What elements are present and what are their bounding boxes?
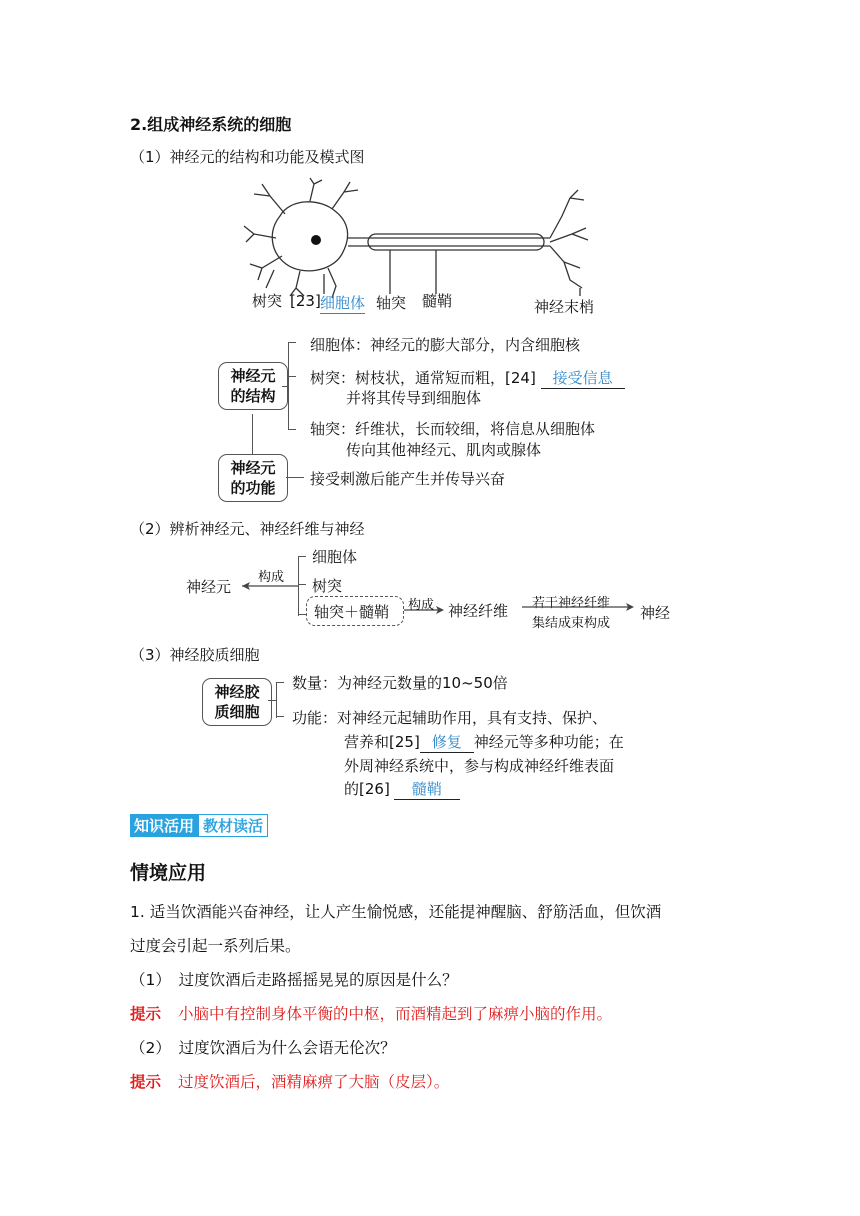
bracket-tick <box>276 682 284 683</box>
item-dendrite-text: 树突：树枝状，通常短而粗，[24] <box>310 369 536 387</box>
answer-text-1-1: 小脑中有控制身体平衡的中枢，而酒精起到了麻痹小脑的作用。 <box>177 1005 612 1023</box>
bracket-tick <box>298 556 306 557</box>
item-function: 接受刺激后能产生并传导兴奋 <box>310 470 506 488</box>
glia-function-2a: 营养和[25] <box>344 733 420 751</box>
term-nerve-fiber: 神经纤维 <box>448 602 509 620</box>
bracket-tick <box>288 376 296 377</box>
item-cell-body: 细胞体：神经元的膨大部分，内含细胞核 <box>310 336 581 354</box>
compare-bracket <box>298 556 299 616</box>
subheading-compare: （2）辨析神经元、神经纤维与神经 <box>130 520 365 538</box>
item-dendrite <box>310 367 625 389</box>
text-several-fibers: 若干神经纤维 <box>532 596 611 611</box>
arrow-label-constitutes: 构成 <box>258 570 285 585</box>
bracket-tick <box>298 614 306 615</box>
question-1-line-1: 1. 适当饮酒能兴奋神经，让人产生愉悦感，还能提神醒脑、舒筋活血，但饮酒 <box>130 903 662 921</box>
connector-vertical <box>252 414 253 454</box>
glia-count: 数量：为神经元数量的10~50倍 <box>292 674 508 692</box>
bracket-tick <box>288 429 296 430</box>
question-1-line-2: 过度会引起一系列后果。 <box>130 937 301 955</box>
tag-knowledge-use: 知识活用 <box>130 814 198 837</box>
bracket-link <box>282 386 288 387</box>
term-cell-body: 细胞体 <box>312 548 358 566</box>
item-axon-2: 传向其他神经元、肌肉或腺体 <box>346 441 542 459</box>
text-bundled: 集结成束构成 <box>532 616 611 631</box>
glia-function-4a: 的[26] <box>344 780 390 798</box>
glia-bracket <box>276 682 277 718</box>
item-axon: 轴突：纤维状，长而较细，将信息从细胞体 <box>310 420 596 438</box>
answer-24: 接受信息 <box>541 367 625 389</box>
answer-23: 细胞体 <box>320 294 366 312</box>
glia-function-3: 外周神经系统中，参与构成神经纤维表面 <box>344 757 615 775</box>
bracket-structure <box>288 342 289 430</box>
subheading-glia: （3）神经胶质细胞 <box>130 646 260 664</box>
hint-label: 提示 <box>130 1005 162 1023</box>
hint-label: 提示 <box>130 1073 162 1091</box>
answer-1-2 <box>130 1070 449 1092</box>
label-23: [23] <box>290 292 321 310</box>
label-nerve-terminal: 神经末梢 <box>534 298 595 316</box>
term-nerve: 神经 <box>640 604 671 622</box>
label-dendrite: 树突 <box>252 292 283 310</box>
answer-1-1 <box>130 1002 612 1024</box>
function-link <box>286 477 304 478</box>
answer-text-1-2: 过度饮酒后，酒精麻痹了大脑（皮层）。 <box>177 1073 450 1091</box>
question-1-1: （1） 过度饮酒后走路摇摇晃晃的原因是什么？ <box>130 971 458 989</box>
glia-function-2b: 神经元等多种功能；在 <box>473 733 624 751</box>
term-neuron: 神经元 <box>186 578 232 596</box>
bracket-tick <box>288 342 296 343</box>
box-neuron-function: 神经元 的功能 <box>218 454 288 502</box>
label-axon: 轴突 <box>376 294 407 312</box>
bracket-link <box>268 700 276 701</box>
glia-function-1: 功能：对神经元起辅助作用，具有支持、保护、 <box>292 709 608 727</box>
subheading-neuron-structure: （1）神经元的结构和功能及模式图 <box>130 148 365 166</box>
box-glial-cell: 神经胶 质细胞 <box>202 678 272 726</box>
glia-function-4 <box>344 778 460 800</box>
heading-situation: 情境应用 <box>130 862 207 884</box>
tag-textbook-reading: 教材读活 <box>198 814 268 837</box>
bracket-tick <box>298 584 306 585</box>
arrow-label-constitutes-2: 构成 <box>408 598 435 613</box>
answer-25: 修复 <box>420 731 474 753</box>
answer-26: 髓鞘 <box>394 778 460 800</box>
label-myelin: 髓鞘 <box>422 292 453 310</box>
term-axon-myelin: 轴突＋髓鞘 <box>314 603 390 621</box>
box-neuron-structure: 神经元 的结构 <box>218 362 288 410</box>
term-dendrite: 树突 <box>312 577 343 595</box>
glia-function-2 <box>344 731 624 753</box>
bracket-tick <box>276 716 284 717</box>
item-dendrite-2: 并将其传导到细胞体 <box>346 389 482 407</box>
question-1-2: （2） 过度饮酒后为什么会语无伦次？ <box>130 1039 396 1057</box>
section-title: 2.组成神经系统的细胞 <box>130 115 292 134</box>
tag-group <box>130 814 268 837</box>
